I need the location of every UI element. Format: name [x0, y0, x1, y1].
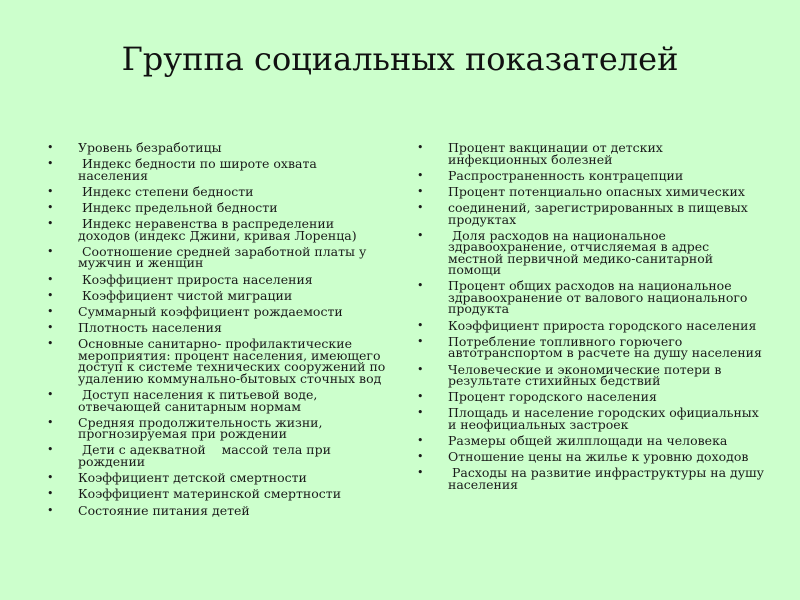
bullet-icon: •: [417, 184, 424, 198]
bullet-icon: •: [47, 244, 54, 258]
list-item: [46, 414, 390, 442]
bullet-icon: •: [417, 141, 424, 154]
bullet-icon: •: [47, 471, 54, 485]
list-item: [416, 333, 766, 361]
list-item: [416, 317, 766, 333]
list-item-text: Соотношение средней заработной платы у мужчин и женщин: [78, 243, 371, 271]
bullet-icon: •: [417, 168, 424, 182]
bullet-icon: •: [417, 279, 424, 293]
list-item: [416, 227, 766, 278]
list-item-text: Распространенность контрацепции: [448, 167, 684, 183]
bullet-icon: •: [417, 334, 424, 348]
list-item: [416, 183, 766, 199]
list-item: [46, 243, 390, 271]
list-item-text: Средняя продолжительность жизни, прогнозируемая при рождении: [78, 414, 327, 442]
bullet-icon: •: [47, 288, 54, 302]
list-item-text: Дети с адекватной массой тела при рождении: [78, 442, 335, 469]
list-item-text: Размеры общей жилплощади на человека: [448, 433, 728, 449]
list-item: [46, 142, 390, 154]
list-item-text: Коэффициент прироста населения: [78, 271, 313, 287]
bullet-icon: •: [47, 201, 54, 215]
list-item-text: Индекс неравенства в распределении доходов (индекс Джини, кривая Лоренца): [78, 216, 357, 243]
bullet-icon: •: [47, 321, 54, 335]
bullet-icon: •: [417, 406, 424, 420]
bullet-icon: •: [47, 217, 54, 231]
list-item: [416, 167, 766, 183]
bullet-icon: •: [47, 157, 54, 171]
list-item: [46, 502, 390, 518]
list-item: [46, 389, 390, 412]
bullet-icon: •: [417, 228, 424, 242]
list-item: [46, 488, 390, 500]
list-item: [416, 465, 769, 492]
list-item: [46, 202, 390, 214]
list-item-text: Доступ населения к питьевой воде, отвечающей санитарным нормам: [78, 387, 322, 414]
list-item: [46, 444, 390, 467]
list-item: [46, 338, 390, 384]
bullet-icon: •: [417, 450, 424, 464]
list-item: [416, 435, 766, 447]
list-item-text: Основные санитарно- профилактические мероприятия: процент населения, имеющего доступ к системе технических сооружений по удалению коммунально-бытовых сточных вод: [78, 336, 390, 386]
list-item: [46, 472, 390, 484]
bullet-icon: •: [47, 388, 54, 402]
list-item: [46, 306, 390, 318]
list-item-text: Процент городского населения: [448, 389, 657, 405]
bullet-icon: •: [47, 337, 54, 351]
bullet-icon: •: [47, 443, 54, 457]
list-item: [416, 391, 766, 403]
list-item-text: Процент потенциально опасных химических: [448, 183, 745, 199]
bullet-icon: •: [47, 415, 54, 429]
bullet-icon: •: [417, 318, 424, 332]
list-item-text: Отношение цены на жилье к уровню доходов: [448, 449, 749, 465]
list-item-text: Уровень безработицы: [78, 140, 222, 155]
list-item: [46, 271, 390, 287]
list-item-text: Индекс бедности по широте охвата населения: [78, 156, 321, 183]
list-item-text: Коэффициент чистой миграции: [78, 287, 293, 303]
bullet-icon: •: [417, 362, 424, 376]
bullet-icon: •: [47, 272, 54, 286]
list-item-text: Коэффициент детской смертности: [78, 470, 307, 486]
bullet-icon: •: [47, 305, 54, 318]
list-item: [416, 451, 766, 463]
list-item: [416, 280, 766, 315]
list-item: [46, 287, 390, 303]
bullet-icon: •: [417, 434, 424, 448]
bullet-icon: •: [47, 184, 54, 198]
bullet-icon: •: [417, 201, 424, 215]
bullet-icon: •: [47, 503, 54, 517]
bullet-icon: •: [47, 487, 54, 501]
list-item-text: Доля расходов на национальное здравоохранение, отчисляемая в адрес местной первичной медико-санитарной помощи: [448, 227, 718, 278]
list-item-text: Площадь и население городских официальных и неофициальных застроек: [448, 405, 763, 432]
list-item-text: Индекс предельной бедности: [78, 200, 278, 216]
bullet-icon: •: [47, 141, 54, 154]
list-item-text: Человеческие и экономические потери в результате стихийных бедствий: [448, 361, 726, 388]
list-item: [416, 142, 766, 165]
list-item-text: Суммарный коэффициент рождаемости: [78, 304, 343, 319]
list-item: [416, 361, 766, 388]
list-item-text: Процент вакцинации от детских инфекционных болезней: [448, 140, 667, 167]
right-indicator-list: [416, 140, 769, 495]
list-item: [46, 158, 390, 181]
list-item-text: Коэффициент прироста городского населения: [448, 317, 757, 333]
bullet-icon: •: [417, 466, 424, 480]
list-item-text: Потребление топливного горючего автотранспортом в расчете на душу населения: [448, 333, 762, 361]
list-item: [46, 218, 390, 241]
list-item-text: Коэффициент материнской смертности: [78, 486, 342, 502]
list-item-text: Индекс степени бедности: [78, 183, 254, 199]
list-item: [416, 407, 766, 430]
list-item-text: Плотность населения: [78, 320, 222, 336]
list-item-text: Состояние питания детей: [78, 502, 250, 518]
slide-title: Группа социальных показателей: [121, 40, 679, 78]
list-item: [46, 183, 390, 199]
list-item-text: соединений, зарегистрированных в пищевых продуктах: [448, 200, 752, 227]
list-item-text: Процент общих расходов на национальное здравоохранение от валового национального продукта: [448, 278, 752, 317]
list-item-text: Расходы на развитие инфраструктуры на душу населения: [448, 465, 769, 492]
list-item: [46, 322, 390, 334]
list-item: [416, 202, 766, 225]
left-indicator-list: [46, 142, 390, 521]
bullet-icon: •: [417, 390, 424, 404]
